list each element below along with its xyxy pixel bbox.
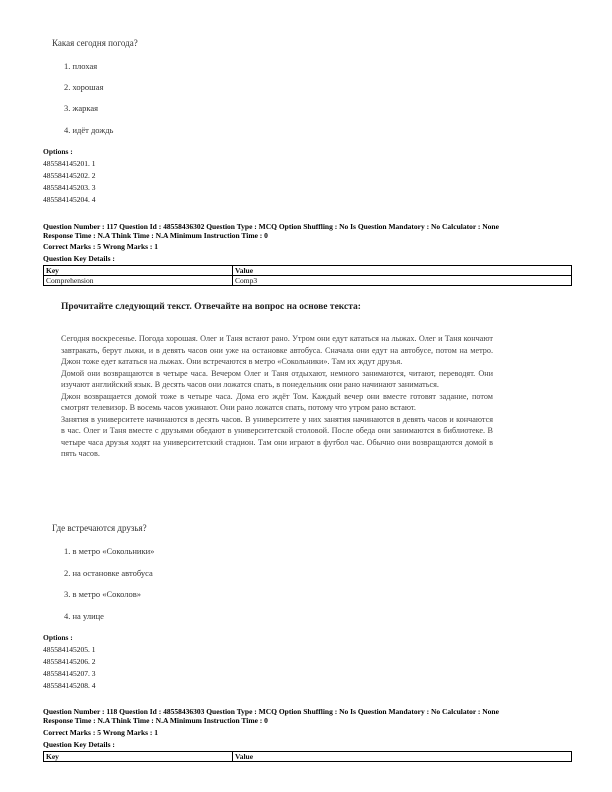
table-header-key: Key [44, 752, 233, 762]
table-header-value: Value [233, 266, 572, 276]
q117-option-2: 2. на остановке автобуса [64, 568, 153, 578]
passage-paragraph-4: Занятия в университете начинаются в десять часов. В университете у них занятия начинаются в девять часов и кончаются в час. Олег и Таня вместе с друзьями обедают в университетской столовой. После обеда они занимаются в библиотеке. В четыре часа друзья ходят на университетский стадион. Там они играют в футбол час. Обычно они возвращаются домой в пять часов. [61, 414, 493, 458]
q118-meta-line2: Response Time : N.A Think Time : N.A Minimum Instruction Time : 0 [43, 716, 268, 725]
q116-question: Какая сегодня погода? [52, 38, 138, 48]
passage-body [61, 333, 493, 460]
q116-option-2: 2. хорошая [64, 82, 104, 92]
q116-option-id-4: 485584145204. 4 [43, 195, 96, 204]
table-row [44, 276, 572, 286]
table-cell-key: Comprehension [44, 276, 233, 286]
passage-paragraph-1: Сегодня воскресенье. Погода хорошая. Олег и Таня встают рано. Утром они едут кататься на лыжах. Олег и Таня кончают завтракать, берут лыжи, и в девять часов они уже на остановке автобуса. Сначала они едут на автобусе, потом на метро. Джон тоже едет кататься на лыжах. Они встречаются в метро «Сокольники». Там их ждут друзья. [61, 334, 493, 366]
table-header-value: Value [233, 752, 572, 762]
q117-meta-line1: Question Number : 117 Question Id : 48558436302 Question Type : MCQ Option Shuffling : No Is Question Mandatory : No Calculator : None [43, 222, 499, 231]
q116-option-3: 3. жаркая [64, 103, 99, 113]
table-header-key: Key [44, 266, 233, 276]
q117-option-id-3: 485584145207. 3 [43, 669, 96, 678]
q118-marks: Correct Marks : 5 Wrong Marks : 1 [43, 728, 159, 737]
q116-option-4: 4. идёт дождь [64, 125, 114, 135]
q117-option-id-4: 485584145208. 4 [43, 681, 96, 690]
q117-meta-line2: Response Time : N.A Think Time : N.A Minimum Instruction Time : 0 [43, 231, 268, 240]
q117-options-label: Options : [43, 633, 73, 642]
q116-option-1: 1. плохая [64, 61, 98, 71]
passage-title: Прочитайте следующий текст. Отвечайте на вопрос на основе текста: [61, 302, 361, 312]
q117-option-id-1: 485584145205. 1 [43, 645, 96, 654]
q117-question: Где встречаются друзья? [52, 523, 147, 533]
table-cell-value: Comp3 [233, 276, 572, 286]
q117-key-table [43, 265, 572, 286]
table-row [44, 266, 572, 276]
q117-option-id-2: 485584145206. 2 [43, 657, 96, 666]
q117-option-3: 3. в метро «Соколов» [64, 589, 141, 599]
q118-meta-line1: Question Number : 118 Question Id : 48558436303 Question Type : MCQ Option Shuffling : No Is Question Mandatory : No Calculator : None [43, 707, 499, 716]
passage-paragraph-2: Домой они возвращаются в четыре часа. Вечером Олег и Таня отдыхают, немного занимаются, читают, переводят. Они изучают английский язык. В десять часов они ложатся спать, в понедельник они рано начинают заниматься. [61, 368, 493, 389]
passage-paragraph-3: Джон возвращается домой тоже в четыре часа. Дома его ждёт Том. Каждый вечер они вместе готовят задание, потом смотрят телевизор. В восемь часов ужинают. Они рано ложатся спать, потому что утром рано встают. [61, 391, 493, 412]
q117-key-details: Question Key Details : [43, 254, 115, 263]
table-row [44, 752, 572, 762]
q116-option-id-1: 485584145201. 1 [43, 159, 96, 168]
q116-option-id-2: 485584145202. 2 [43, 171, 96, 180]
q117-marks: Correct Marks : 5 Wrong Marks : 1 [43, 242, 159, 251]
q118-key-details: Question Key Details : [43, 740, 115, 749]
q117-option-1: 1. в метро «Сокольники» [64, 546, 155, 556]
q116-options-label: Options : [43, 147, 73, 156]
q116-option-id-3: 485584145203. 3 [43, 183, 96, 192]
q118-key-table [43, 751, 572, 762]
q117-option-4: 4. на улице [64, 611, 104, 621]
